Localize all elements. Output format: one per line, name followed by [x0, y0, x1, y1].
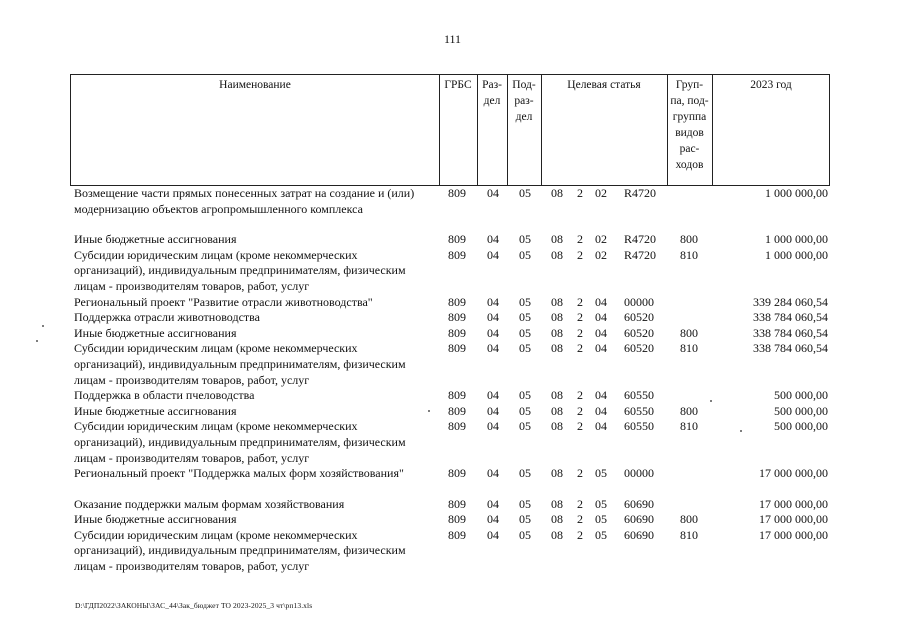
row-name: Субсидии юридическим лицам (кроме некоммерческих организаций), индивидуальным предпринимателям, физическим лицам - производителям товаров, работ, услуг: [74, 527, 406, 574]
target-subprogram-cell: 2: [577, 186, 583, 200]
table-row: [74, 326, 828, 342]
scan-speck: [428, 410, 430, 412]
target-subprogram-cell: 2: [577, 310, 583, 325]
row-name: Региональный проект "Поддержка малых форм хозяйствования": [74, 466, 404, 481]
header-year: 2023 год: [750, 79, 792, 91]
podrazdel-cell: 05: [519, 388, 531, 403]
target-program-cell: 08: [551, 325, 563, 340]
expense-group-cell: 810: [680, 341, 698, 356]
target-subprogram-cell: 2: [577, 496, 583, 511]
target-measure-cell: 05: [595, 512, 607, 527]
target-subprogram-cell: 2: [577, 247, 583, 262]
razdel-cell: 04: [487, 466, 499, 481]
header-group: Груп- па, под- группа видов рас- ходов: [670, 79, 709, 171]
table-row: [74, 528, 828, 575]
target-measure-cell: 04: [595, 294, 607, 309]
grbs-cell: 809: [448, 247, 466, 262]
amount-cell: 17 000 000,00: [759, 527, 828, 542]
target-direction-cell: R4720: [624, 247, 657, 262]
target-program-cell: 08: [551, 186, 563, 200]
scan-speck: [36, 340, 38, 342]
amount-cell: 338 784 060,54: [753, 325, 828, 340]
table-row: [74, 295, 828, 311]
target-subprogram-cell: 2: [577, 341, 583, 356]
podrazdel-cell: 05: [519, 403, 531, 418]
table-row: [74, 341, 828, 388]
expense-group-cell: 810: [680, 419, 698, 434]
target-subprogram-cell: 2: [577, 388, 583, 403]
target-measure-cell: 04: [595, 325, 607, 340]
scan-speck: [710, 400, 712, 402]
razdel-cell: 04: [487, 310, 499, 325]
amount-cell: 339 284 060,54: [753, 294, 828, 309]
expense-group-cell: 800: [680, 403, 698, 418]
table-row: [74, 466, 828, 482]
podrazdel-cell: 05: [519, 232, 531, 247]
target-measure-cell: 04: [595, 403, 607, 418]
target-program-cell: 08: [551, 310, 563, 325]
target-subprogram-cell: 2: [577, 294, 583, 309]
table-row: [74, 232, 828, 248]
razdel-cell: 04: [487, 388, 499, 403]
target-measure-cell: 05: [595, 527, 607, 542]
target-subprogram-cell: 2: [577, 325, 583, 340]
target-measure-cell: 04: [595, 388, 607, 403]
grbs-cell: 809: [448, 527, 466, 542]
amount-cell: 17 000 000,00: [759, 512, 828, 527]
amount-cell: 500 000,00: [774, 388, 828, 403]
podrazdel-cell: 05: [519, 527, 531, 542]
grbs-cell: 809: [448, 310, 466, 325]
table-row: [74, 248, 828, 295]
grbs-cell: 809: [448, 496, 466, 511]
header-podrazdel: Под- раз- дел: [512, 79, 536, 123]
podrazdel-cell: 05: [519, 325, 531, 340]
target-program-cell: 08: [551, 388, 563, 403]
amount-cell: 500 000,00: [774, 419, 828, 434]
amount-cell: 338 784 060,54: [753, 341, 828, 356]
razdel-cell: 04: [487, 294, 499, 309]
target-direction-cell: 60520: [624, 310, 654, 325]
table-row: [74, 388, 828, 404]
row-name: Субсидии юридическим лицам (кроме некоммерческих организаций), индивидуальным предпринимателям, физическим лицам - производителям товаров, работ, услуг: [74, 247, 406, 293]
razdel-cell: 04: [487, 496, 499, 511]
target-program-cell: 08: [551, 527, 563, 542]
target-program-cell: 08: [551, 496, 563, 511]
target-subprogram-cell: 2: [577, 403, 583, 418]
target-direction-cell: 60690: [624, 527, 654, 542]
row-name: Иные бюджетные ассигнования: [74, 325, 237, 340]
target-measure-cell: 02: [595, 232, 607, 247]
row-name: Оказание поддержки малым формам хозяйствования: [74, 496, 345, 511]
table-row: [74, 497, 828, 513]
table-row: [74, 419, 828, 466]
target-direction-cell: 60550: [624, 419, 654, 434]
razdel-cell: 04: [487, 325, 499, 340]
target-measure-cell: 05: [595, 496, 607, 511]
table-row: [74, 512, 828, 528]
target-program-cell: 08: [551, 247, 563, 262]
razdel-cell: 04: [487, 186, 499, 200]
header-name: Наименование: [219, 79, 291, 91]
header-razdel: Раз- дел: [482, 79, 502, 107]
target-measure-cell: 04: [595, 341, 607, 356]
target-direction-cell: 00000: [624, 294, 654, 309]
podrazdel-cell: 05: [519, 512, 531, 527]
file-path-footer: D:\ГДП2022\ЗАКОНЫ\ЗАС_44\Зак_бюджет ТО 2023-2025_3 чт\рп13.xls: [75, 601, 313, 610]
razdel-cell: 04: [487, 512, 499, 527]
row-name: Иные бюджетные ассигнования: [74, 403, 237, 418]
target-program-cell: 08: [551, 341, 563, 356]
target-program-cell: 08: [551, 403, 563, 418]
target-measure-cell: 04: [595, 310, 607, 325]
table-row: [74, 310, 828, 326]
podrazdel-cell: 05: [519, 294, 531, 309]
expense-group-cell: 800: [680, 325, 698, 340]
amount-cell: 1 000 000,00: [765, 247, 828, 262]
razdel-cell: 04: [487, 232, 499, 247]
scan-speck: [740, 430, 742, 432]
row-name: Иные бюджетные ассигнования: [74, 512, 237, 527]
razdel-cell: 04: [487, 527, 499, 542]
row-name: Поддержка отрасли животноводства: [74, 310, 260, 325]
grbs-cell: 809: [448, 403, 466, 418]
target-program-cell: 08: [551, 512, 563, 527]
podrazdel-cell: 05: [519, 419, 531, 434]
grbs-cell: 809: [448, 232, 466, 247]
podrazdel-cell: 05: [519, 466, 531, 481]
target-subprogram-cell: 2: [577, 419, 583, 434]
amount-cell: 338 784 060,54: [753, 310, 828, 325]
table-row: [74, 186, 828, 217]
target-direction-cell: 60550: [624, 388, 654, 403]
podrazdel-cell: 05: [519, 247, 531, 262]
row-name: Региональный проект "Развитие отрасли животноводства": [74, 294, 373, 309]
podrazdel-cell: 05: [519, 496, 531, 511]
row-name: Иные бюджетные ассигнования: [74, 232, 237, 247]
amount-cell: 17 000 000,00: [759, 466, 828, 481]
target-direction-cell: R4720: [624, 186, 657, 200]
header-grbs: ГРБС: [444, 79, 472, 91]
grbs-cell: 809: [448, 466, 466, 481]
target-direction-cell: 60520: [624, 325, 654, 340]
razdel-cell: 04: [487, 419, 499, 434]
table-body: [74, 186, 828, 575]
target-direction-cell: 60690: [624, 496, 654, 511]
target-program-cell: 08: [551, 232, 563, 247]
razdel-cell: 04: [487, 247, 499, 262]
grbs-cell: 809: [448, 419, 466, 434]
target-direction-cell: 60550: [624, 403, 654, 418]
amount-cell: 1 000 000,00: [765, 186, 828, 200]
amount-cell: 17 000 000,00: [759, 496, 828, 511]
header-target: Целевая статья: [567, 79, 641, 91]
table-row: [74, 404, 828, 420]
target-program-cell: 08: [551, 294, 563, 309]
grbs-cell: 809: [448, 186, 466, 200]
expense-group-cell: 810: [680, 527, 698, 542]
row-name: Субсидии юридическим лицам (кроме некоммерческих организаций), индивидуальным предпринимателям, физическим лицам - производителям товаров, работ, услуг: [74, 341, 406, 387]
expense-group-cell: 800: [680, 512, 698, 527]
podrazdel-cell: 05: [519, 341, 531, 356]
row-name: Возмещение части прямых понесенных затрат на создание и (или) модернизацию объектов агропромышленного комплекса: [74, 186, 415, 216]
razdel-cell: 04: [487, 403, 499, 418]
target-subprogram-cell: 2: [577, 512, 583, 527]
target-direction-cell: 00000: [624, 466, 654, 481]
target-direction-cell: 60520: [624, 341, 654, 356]
target-program-cell: 08: [551, 419, 563, 434]
podrazdel-cell: 05: [519, 310, 531, 325]
expense-group-cell: 810: [680, 247, 698, 262]
grbs-cell: 809: [448, 388, 466, 403]
amount-cell: 500 000,00: [774, 403, 828, 418]
grbs-cell: 809: [448, 341, 466, 356]
target-direction-cell: 60690: [624, 512, 654, 527]
target-measure-cell: 05: [595, 466, 607, 481]
grbs-cell: 809: [448, 294, 466, 309]
target-measure-cell: 04: [595, 419, 607, 434]
target-measure-cell: 02: [595, 186, 607, 200]
target-direction-cell: R4720: [624, 232, 657, 247]
target-measure-cell: 02: [595, 247, 607, 262]
target-subprogram-cell: 2: [577, 466, 583, 481]
podrazdel-cell: 05: [519, 186, 531, 200]
target-subprogram-cell: 2: [577, 232, 583, 247]
table-header: [70, 74, 830, 186]
page-number: 111: [443, 32, 462, 46]
amount-cell: 1 000 000,00: [765, 232, 828, 247]
grbs-cell: 809: [448, 325, 466, 340]
row-name: Поддержка в области пчеловодства: [74, 388, 255, 403]
row-name: Субсидии юридическим лицам (кроме некоммерческих организаций), индивидуальным предпринимателям, физическим лицам - производителям товаров, работ, услуг: [74, 419, 406, 465]
scan-speck: [42, 325, 44, 327]
target-subprogram-cell: 2: [577, 527, 583, 542]
razdel-cell: 04: [487, 341, 499, 356]
expense-group-cell: 800: [680, 232, 698, 247]
grbs-cell: 809: [448, 512, 466, 527]
target-program-cell: 08: [551, 466, 563, 481]
